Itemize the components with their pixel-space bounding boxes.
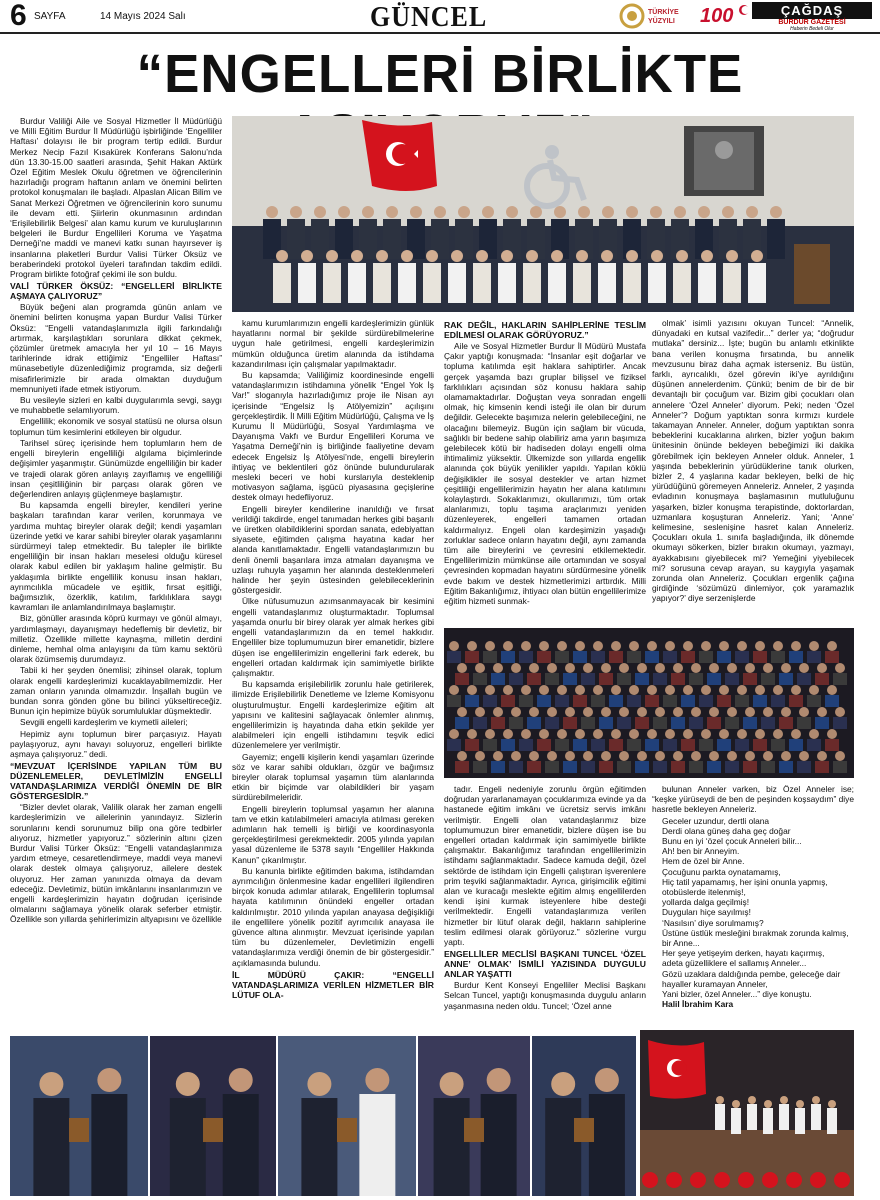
- subheading: ENGELLİLER MECLİSİ BAŞKANI TUNCEL ‘ÖZEL ANNE’ OLMAK’ İSMİLİ YAZISINDA DUYGULU ANLAR YAŞATTI: [444, 949, 646, 980]
- award-photo-2: [150, 1036, 276, 1196]
- poem-line: otobüslerde itelenmiş!,: [662, 887, 746, 898]
- turkiye-yuzyili-logo: [618, 2, 698, 30]
- poem-line: bir Anne...: [662, 938, 700, 949]
- page-header: [0, 0, 880, 34]
- paragraph: Hepimiz aynı toplumun birer parçasıyız. Hayatı paylaşıyoruz, aynı havayı soluyoruz, engelleri birlikte aşmaya çalışıyoruz.” dedi.: [10, 728, 222, 759]
- award-photo-1: [10, 1036, 148, 1196]
- svg-text:100: 100: [700, 5, 734, 27]
- turkish-flag-icon: [362, 120, 437, 191]
- cagdas-logo-subtitle: BURDUR GAZETESİ: [778, 19, 846, 26]
- poem-line: Yani bizler, özel Anneler...” diye konuştu.: [662, 989, 812, 1000]
- paragraph: Bu kapsamda; Valiliğimiz koordinesinde engelli vatandaşlarımızın istihdamına yönelik “Engel Yok İş Var!” sloganıyla hazırladığımız proje ile Nisan ayı içerisinde “Engelsiz İş Atölyemizin” açılışını gerçekleştirdik. İl Milli Eğitim Müdürlüğü, Çalışma ve İş Kurumu İl Müdürlüğü, Sosyal Yardımlaşma ve Dayanışma Vakfı ve Burdur Engellileri Koruma ve Yaşatma Derneği’nin iş birliğinde faaliyetine devam edecek Engelsiz İş Atölyesi’nde, engelli bireylerin ihtiyaç ve beklentileri göz önünde bulundurularak mesleki beceri ve hobi kurslarıyla desteklenip motivasyon sağlama, işgücü piyasasına geçişlerine destek olmayı hedefliyoruz.: [232, 370, 434, 503]
- paragraph: Bu kanunla birlikte eğitimden bakıma, istihdamdan ayrımcılığın önlenmesine kadar engellileri ilgilendiren birçok konuda adımlar atılarak, Engellilerin toplumsal hayata katılımının önündeki engeller ortadan kaldırılmıştır. 2010 yılında yapılan anayasa değişikliği ile engellilere yönelik pozitif ayrımcılık anayasa ile güvence altına alınmıştır. Mevzuat içerisinde yapılan tüm bu düzenlemeler, Devletimizin engelli vatandaşlarımıza verdiği önemin de bir göstergesidir.” açıklamasında bulundu.: [232, 865, 434, 968]
- audience-photo: [444, 628, 854, 778]
- paragraph: Gayemiz; engelli kişilerin kendi yaşamları üzerinde söz ve karar sahibi oldukları, özgür ve bağımsız bireyler olarak toplumsal yaşamın tüm alanlarında etkin bir biçimde var olabildikleri bir yaşam sürdürebilmeleridir.: [232, 751, 434, 803]
- poem-line: Her şeye yetişeyim derken, hayatı kaçırmış,: [662, 948, 825, 959]
- column-4-upper: [652, 318, 854, 622]
- paragraph: Tarihsel süreç içerisinde hem toplumların hem de engelli bireylerin engelliliği algılama biçimlerinde değişimler yaşanmıştır. Günümüzde engelliliğin bir kader ve trajedi olarak gören anlayış zayıflamış ve engelliliği insan çeşitliliğinin bir parçası olarak gören ve değerlendiren anlayış güçlenmeye başlamıştır.: [10, 437, 222, 499]
- stage-dance-photo: [640, 1030, 854, 1196]
- paragraph: Engelli bireylerin toplumsal yaşamın her alanına tam ve etkin katılabilmeleri amacıyla atılması gereken adımların hak temelli iş birliği ve koordinasyonla gerçekleştirilmesi gerekmektedir. 2005 yılında yapılan yasal düzenleme ile 5378 sayılı “Engelliler Hakkında Kanun” çıkarılmıştır.: [232, 803, 434, 865]
- poem-line: Geceler uzundur, dertli olana: [662, 815, 770, 826]
- paragraph: Aile ve Sosyal Hizmetler Burdur İl Müdürü Mustafa Çakır yaptığı konuşmada: “İnsanlar eşit doğarlar ve topluma katılımda eşit haklara sahiptirler. Ancak gerçek yaşamda bazı gruplar bilişsel ve fiziksel farklılıkları açısından söz konusu haklara sahip olamamaktadırlar. Doğuştan veya sonradan engelli olmak, hiç kimsenin kendi isteği ile olan bir durum değildir. Gelecekte başımıza nelerin gelebileceğini, ne olacağını bilemeyiz. Bugün için sağlam bir vücuda, sağlıklı bir bedene sahip olabiliriz ama yarın başımıza gelebilecek kötü bir hadiseden dolayı engelli olma ihtimalimiz yüksektir. Ülkemizde son yıllarda engellik alanında çok büyük yenilikler yapıldı. Yapılan köklü değişiklikler ile sosyal destekler ve artan hizmet çeşitliliği engellilerimizin hayatın her alana katılımını kolaylaştırdı. Sokaklarımızı, okullarımızı, tüm ortak alanlarımızı, toplu taşıma araçlarımızı yeniden düzenleyerek, engelleri tamamen ortadan kaldırmalıyız. Engeli olan kardeşimizin yaşadığı zorluklar sadece onların hayatını değil, aynı zamanda tüm aile bireylerini ve çevresini etkilemektedir. Engellilerimizin mümkünse aile ortamından ve sosyal çevresinden kopmadan hayatını sürdürmesine yönelik evde bakım ve destek hizmetlerimizi arttırdık. Milli Eğitim Bakanlığımız, ihtiyacı olan bütün engellilerimize eğitim hizmeti sunmak-: [444, 341, 646, 607]
- paragraph: Ülke nüfusumuzun azımsanmayacak bir kesimini engelli vatandaşlarımız oluşturmaktadır. Toplumsal yaşamda onurlu bir birey olarak yer almak herkes gibi engelli vatandaşlarımızın da en temel hakkıdır. Engelliler bize toplumumuzun birer emanetidir, bizlere düşen ise engellilerimizin engellerini fark ederek, bu engelleri ortadan kaldırmak için samimiyetle birlikte çalışmaktır.: [232, 596, 434, 678]
- paragraph: Tabii ki her şeyden önemlisi; zihinsel olarak, toplum olarak engelli kardeşlerimizi kucaklayabilmemizdir. Her zaman onların yanında olmamızdır. İnşallah bugün ve bundan sonra gönden göne bu bilinci yükseltireceğiz. Bunun için hepimize büyük sorumluluklar düşmektedir.: [10, 665, 222, 717]
- page-number: 6: [10, 0, 27, 32]
- poem-line: Gözü uzaklara daldığında pembe, geleceğe dair hayaller kuramayan Anneler,: [662, 968, 841, 989]
- section-title: GÜNCEL: [370, 0, 488, 33]
- award-photo-5: [532, 1036, 636, 1196]
- issue-date: 14 Mayıs 2024 Salı: [100, 11, 186, 22]
- paragraph: Sevgili engelli kardeşlerim ve kıymetli aileleri;: [20, 717, 188, 728]
- subheading: İL MÜDÜRÜ ÇAKIR: “ENGELLİ VATANDAŞLARIMIZA VERİLEN HİZMETLER BİR LÜTUF OLA-: [232, 969, 434, 1000]
- cumhuriyet-100-logo: [698, 0, 752, 30]
- poem-line: Derdi olana güneş daha geç doğar: [662, 825, 791, 836]
- paragraph: Büyük beğeni alan programda günün anlam ve önemini belirten konuşma yapan Burdur Valisi Türker Öksüz: “Engelli vatandaşlarımızla ilgili farkındalığı artırmak, karşılaştıkları sorunlara dikkat çekmek, çözümler üretmek amacıyla her yıl 10 – 16 Mayıs tarihlerinde idrak ettiğimiz “Engelliler Haftası” münasebetiyle düzenlediğimiz programda, siz değerli misafirlerimizle bir arada olmaktan duyduğum memnuniyeti ifade etmek istiyorum.: [10, 302, 222, 394]
- paragraph: “Bizler devlet olarak, Valilik olarak her zaman engelli kardeşlerimizin ve ailelerinin yanındayız. Sizlerin sorunlarını kendi sorunumuz bilip ona göre tedbirler alıyoruz, hizmetler yapıyoruz.” sözlerinin altını çizen Burdur Valisi Türker Öksüz: “Engelli vatandaşlarımıza yardım etmeye, cesaretlendirmeye, maddi veya manevi olarak destek olmaya çalışıyoruz, ailelere destek oluyoruz. Her zaman yanınızda olmaya da devam edeceğiz. Devletimiz, bütün imkânlarını insanlarımızın ve engelli kardeşlerimizin hayatın doğrudan içerisinde olmalarını sağlamaya yönelik olarak seferber etmiştir. Özellikle son yıllarda şehirlerimizin altyapısını ve özellikle: [10, 802, 222, 925]
- paragraph: Biz, gönüller arasında köprü kurmayı ve gönül almayı, yardımlaşmayı, dayanışmayı hedeflemiş bir devletiz, bir milletiz. Özellikle millette kaynaşma, milletin derdini dinleme, hemhal olma anlayışını da tüm kamu sektörü olarak özümsemiş durumdayız.: [10, 613, 222, 665]
- paragraph: olmak’ isimli yazısını okuyan Tuncel: “Annelik, dünyadaki en kutsal vazifedir...” derler ya; “doğrudur mutlaka” dersiniz... İşte; bugün bu anlamlı etkinlikte bana verilen konuşma fırsatında, bu annelik mevzusunu biraz daha açmak isterseniz. Bu üstün, farklı, ayrıcalıklı, özel görevin iki’ye ayrıldığını düşünen annelerdenim. Çünkü; benim de bir de bir devantajlı bir çocuğum var. Bizim gibi çocukları olan annelere ‘Özel Anneler’ diyorum. Peki; neden ‘Özel Anneler’? Doğum yaptıktan sonra kırmızı kurdele takamayan Anneler. Anneler, doğum yaptıktan sonra bebeklerini kucaklarına alırken, bizler yoğun bakım ünitesinin önünde bekleyen bebeğimizi iki dakika görebilmek için bekleyen Anneler olduk. Anneler, 1 yaşında bebeklerinin yürüdüklerine tanık olurken, bizler 2, 4 yaşlarına kadar bekleyen, belki de hiç yürüdüğünü göremeyen Anneleriz. Anneler, 2 yaşında evladının konuşmaya başlamasının mutluluğunu yaşarken, bizler konuşma terapistinde, doktorlardan, uzmanlara koşuşturan Anneleriz. Yani; ‘Anne’ kelimesine, seslenişine hasret kalan Anneleriz. Çocukları okula 1. sınıfa başladığında, ilk dönemde okumayı sökerken, bizler bırakın okumayı, yazmayı, ayakkabısını giyebilecek mi? Yemeğini yiyebilecek mi? sorusuna cevap arayan, su kaygıyla yaşamak zorunda olan Anneleriz. Çocukları ergenlik çağına girdiğinde ‘sözümüzü dinlemiyor, çok yaramazlık yapıyor?’ diye serzenişlerde: [652, 318, 854, 604]
- poem-line: Duyguları hiçe sayılmış!: [662, 907, 751, 918]
- subheading: VALİ TÜRKER ÖKSÜZ: “ENGELLERİ BİRLİKTE AŞMAYA ÇALIYORUZ”: [10, 281, 222, 302]
- subheading: “MEVZUAT İÇERİSİNDE YAPILAN TÜM BU DÜZENLEMELER, DEVLETİMİZİN ENGELLİ VATANDAŞLARIMIZA VERDİĞİ ÖNEMİN DE BİR GÖSTERGESİDİR.”: [10, 761, 222, 802]
- poem-line: Üstüne üstlük mesleğini bırakmak zorunda kalmış,: [662, 927, 849, 938]
- cagdas-logo-text: ÇAĞDAŞ: [752, 2, 872, 19]
- paragraph: Engellilik; ekonomik ve sosyal statüsü ne olursa olsun toplumun tüm kesimlerini etkileyen bir olgudur.: [10, 416, 222, 437]
- column-3-upper: [444, 318, 646, 622]
- column-3-lower: [444, 784, 646, 1024]
- poem-line: Bunu en iyi ‘özel çocuk Anneleri bilir...: [662, 836, 802, 847]
- column-2: [232, 318, 434, 1140]
- paragraph: tadır. Engeli nedeniyle zorunlu örgün eğitimden doğrudan yararlanamayan çocuklarımıza evinde ya da hastanede eğitim imkânı ve ücretsiz servis imkânı verilmiştir. Engelli olan vatandaşlarımız bize toplumumuzun birer emanetidir, bizlere düşen ise bu engelleri ortadan kaldırmak için samimiyetle birlikte çalışmaktır. Bakanlığımız tarafından engellilerimizin istihdamı sağlanmaktadır. Sadece kamuda değil, özel sektörde de istihdam için Engelli çalıştıran işverenlere prim teşviki sağlanmaktadır. Ayrıca, girişimcilik eğitimi alan ve kuracağı meslekte eğitim almış engellilerden kendi işini kurmak isteyenlere hibe desteği verilmektedir. Engelli vatandaşlarımıza verilen hizmetler bir lütuf olarak değil, hakların sahiplerine teslim edilmesi olarak görüyoruz.” sözlerine vurgu yaptı.: [444, 784, 646, 948]
- page-word: SAYFA: [34, 11, 66, 22]
- column-4-lower: [652, 784, 854, 1024]
- paragraph: bulunan Anneler varken, biz Özel Anneler ise; “keşke yürüseydi de ben de peşinden koşsaydım” diye hasretle bekleyen Anneleriz.: [652, 784, 854, 815]
- poem: [652, 816, 854, 1000]
- column-1: [10, 116, 222, 1140]
- subheading: RAK DEĞİL, HAKLARIN SAHİPLERİNE TESLİM EDİLMESİ OLARAK GÖRÜYORUZ.”: [444, 320, 646, 340]
- award-photo-4: [418, 1036, 530, 1196]
- paragraph: Bu kapsamda erişilebilirlik zorunlu hale getirilerek, ilimizde Erişilebilirlik Denetleme ve İzleme Komisyonu oluşturulmuştur. Engelli kardeşlerimize eğitim alt yapısını ve kalitesini sağlayacak önlemler alınmış, engellilerimizin iş hayatında daha etkin şekilde yer alabilmeleri için engelli istihdamını teşvik edici düzenlemelere yer verilmiştir.: [232, 679, 434, 751]
- paragraph: kamu kurumlarımızın engelli kardeşlerimizin günlük hayatlarını normal bir şekilde sürdürebilmelerine uygun hale getirilmesi, engelli kardeşlerimizin mümkün olduğunca üretim alanında da istihdama kazandırılması için çalışmalar yapılmaktadır.: [232, 318, 434, 369]
- poem-line: yollarda dalga geçilmiş!: [662, 897, 750, 908]
- paragraph: Bu kapsamda engelli bireyler, kendileri yerine başkaları tarafından karar verilen, korunmaya ve yardıma muhtaç bireyler olarak değil; kendi yaşamları üzerinde yetki ve karar sahibi bireyler olarak yaşamlarını sürdürmeyi talep etmektedir. Bu talepler ile birlikte engelliliğin bir insan hakları meselesi olduğu küresel olarak kabul edilen bir yaklaşım haline gelmiştir. Bu yaklaşımla birlikte engellilik konusu insan hakları, ayrımcılıkla mücadele ve eşitlik, fırsat eşitliği, bağımsızlık, özerklik, katılım, farklılıklara saygı kavramları ile anlamlandırılmaya başlamıştır.: [10, 500, 222, 613]
- poem-line: Çocuğunu parkta oynatamamış,: [662, 866, 781, 877]
- poem-line: Ah! ben bir Anneyim.: [662, 846, 740, 857]
- group-photo: [232, 116, 854, 312]
- author-byline: Halil İbrahim Kara: [662, 999, 734, 1010]
- poem-line: ‘Nasılsın’ diye sorulmamış?: [662, 917, 764, 928]
- poem-line: Hiç tatil yapamamış, her işini onunla yapmış,: [662, 876, 828, 887]
- svg-text:TÜRKİYE: TÜRKİYE: [648, 9, 679, 16]
- paragraph: Bu vesileyle sizleri en kalbi duygularımla sevgi, saygı ve muhabbetle selamlıyorum.: [10, 395, 222, 416]
- cagdas-burdur-logo: [752, 0, 872, 30]
- poem-line: Hem de özel bir Anne.: [662, 856, 745, 867]
- award-photo-3: [278, 1036, 416, 1196]
- paragraph: Burdur Valiliği Aile ve Sosyal Hizmetler İl Müdürlüğü ve Milli Eğitim Burdur İl Müdürlüğü işbirliğinde ‘Engelliler Haftası’ dolayısı ile bir program tertip edildi. Burdur Merkez Necip Fazıl Kısakürek Konferans Salonu’nda dün 13.30-15.00 saatleri arasında, Şehit Hakan Aktürk Özel Eğitim Meslek Okulu öğretmen ve öğrencilerinin hazırladığı program haftanın anlam ve önemini belirten protokol konuşmaları ile başladı. Alpaslan Alican Bilim ve Sanat Merkezi Öğretmen ve öğrencilerinin koro sunumu ile devam etti. Şiirlerin okunmasının ardından ‘Erişilebilirlik Belgesi’ alan kamu kurum ve kuruluşlarının belgeleri ile Burdur Engellileri Koruma ve Yaşatma Derneği’ne maddi ve manevi katkı sunan hayırsever iş insanlarına plaketleri Burdur Valisi Türker Öksüz ve beraberindeki protokol üyeleri tarafından takdim edildi. Program birlikte fotoğraf çekimi ile son buldu.: [10, 116, 222, 280]
- paragraph: Burdur Kent Konseyi Engelliler Meclisi Başkanı Selcan Tuncel, yaptığı konuşmasında duygulu anların yaşanmasına neden oldu. Tuncel; ‘Özel anne: [444, 980, 646, 1011]
- cagdas-logo-tagline: Haberin Bedeli Olur: [790, 26, 834, 32]
- main-headline: “ENGELLERİ BİRLİKTE: [136, 44, 744, 104]
- poem-line: adeta güzelliklere el sallamış Anneler...: [662, 958, 807, 969]
- svg-text:YÜZYILI: YÜZYILI: [648, 18, 675, 25]
- paragraph: Engelli bireyler kendilerine inanıldığı ve fırsat verildiği takdirde, engel tanımadan herkes gibi başarılı ve üretken olabildiklerini spordan sanata, edebiyattan siyasete, eğitimden çalışma hayatına kadar her alanda kanıtlamaktadır. Engelli vatandaşlarımızın bu denli önemli başarılara imza atmaları dayanışma ve uzlaşı ruhuyla yaşamın her alanında desteklenmeleri halinde her şeyin üstesinden gelebileceklerinin göstergesidir.: [232, 503, 434, 596]
